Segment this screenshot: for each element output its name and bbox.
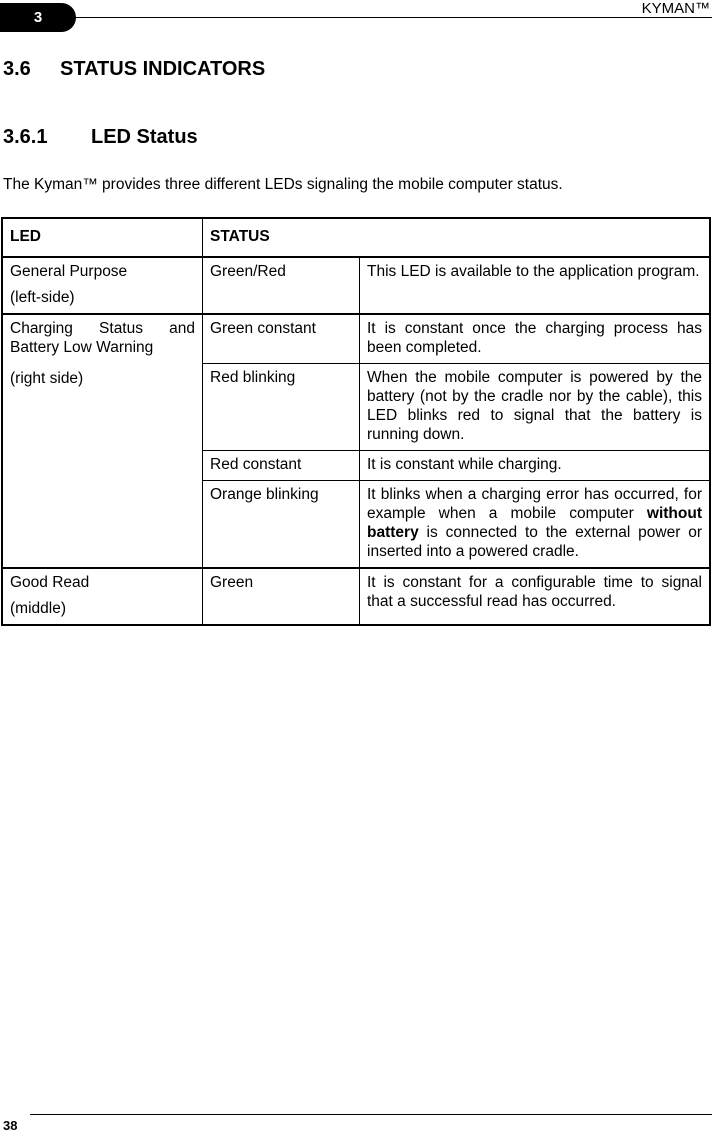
description-text: It blinks when a charging error has occurred, for example when a mobile computer xyxy=(367,486,702,522)
description-cell xyxy=(360,481,711,569)
header-rule xyxy=(76,17,712,18)
table-header-row xyxy=(2,218,710,257)
state-cell: Green xyxy=(203,568,360,625)
subsection-heading xyxy=(3,126,198,149)
led-cell-general-purpose xyxy=(2,257,203,314)
section-number: 3.6 xyxy=(3,58,31,80)
section-title: STATUS INDICATORS xyxy=(60,58,266,80)
state-cell: Red blinking xyxy=(203,364,360,451)
description-cell: This LED is available to the application program. xyxy=(360,257,711,314)
description-cell: It is constant for a configurable time to signal that a successful read has occurred. xyxy=(360,568,711,625)
header-brand: KYMAN™ xyxy=(641,0,710,17)
subsection-number: 3.6.1 xyxy=(3,126,48,148)
header-led: LED xyxy=(2,218,203,257)
led-cell-good-read xyxy=(2,568,203,625)
led-location: (middle) xyxy=(10,600,66,617)
led-cell-charging-status xyxy=(2,314,203,568)
led-location: (left-side) xyxy=(10,289,75,306)
intro-paragraph: The Kyman™ provides three different LEDs signaling the mobile computer status. xyxy=(3,176,563,193)
led-status-table xyxy=(1,217,711,626)
description-cell: When the mobile computer is powered by the battery (not by the cradle nor by the cable), this LED blinks red to signal that the battery is running down. xyxy=(360,364,711,451)
led-location: (right side) xyxy=(10,370,84,387)
table-row xyxy=(2,257,710,314)
led-name: General Purpose xyxy=(10,263,128,280)
state-cell: Red constant xyxy=(203,451,360,481)
footer-rule xyxy=(30,1114,712,1115)
state-cell: Green/Red xyxy=(203,257,360,314)
description-cell: It is constant while charging. xyxy=(360,451,711,481)
header-status: STATUS xyxy=(203,218,711,257)
description-emphasis: without battery xyxy=(367,505,702,541)
chapter-number: 3 xyxy=(33,9,43,26)
chapter-badge xyxy=(0,3,76,32)
state-cell: Orange blinking xyxy=(203,481,360,569)
description-text: is connected to the external power or inserted into a powered cradle. xyxy=(367,524,702,560)
description-cell: It is constant once the charging process has been completed. xyxy=(360,314,711,364)
led-name: Charging Status and Battery Low Warning xyxy=(10,320,195,356)
page-number: 38 xyxy=(3,1118,18,1133)
state-cell: Green constant xyxy=(203,314,360,364)
table-row xyxy=(2,314,710,364)
subsection-title: LED Status xyxy=(91,126,198,148)
led-name: Good Read xyxy=(10,574,90,591)
section-heading xyxy=(3,58,265,81)
table-row xyxy=(2,568,710,625)
